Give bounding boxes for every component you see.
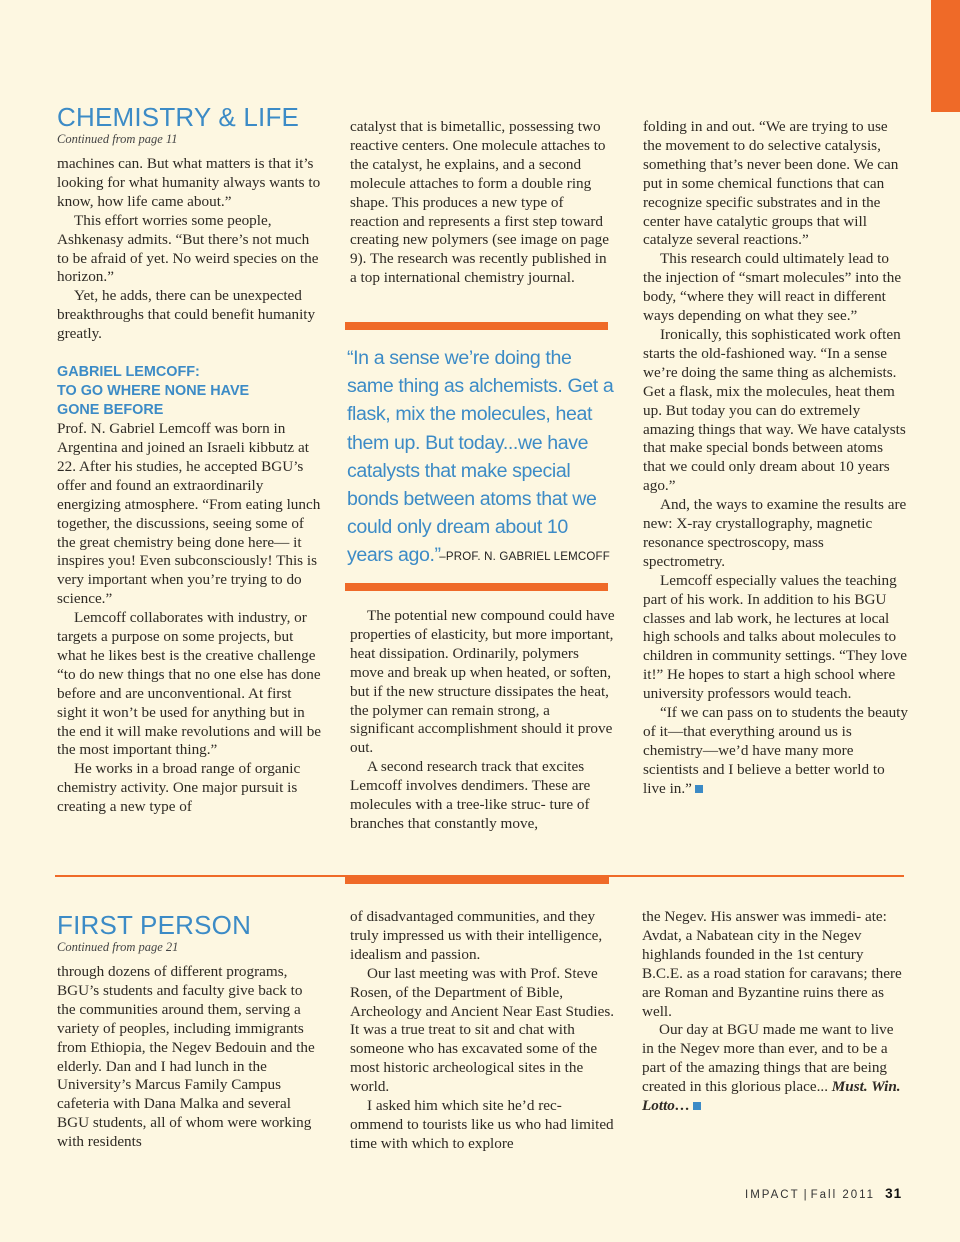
chemistry-continued-note: Continued from page 11 (57, 132, 178, 146)
subhead-line-1: GABRIEL LEMCOFF: (57, 364, 200, 381)
first-person-column-3 (642, 908, 908, 1116)
subhead-line-3: GONE BEFORE (57, 402, 164, 419)
lemcoff-subhead (57, 363, 323, 420)
first-person-col1-para: through dozens of different programs, BGU’s students and faculty give back to the communities around them, serving a variety of peoples, including immigrants from Ethiopia, the Negev Bedouin and the elderly. Dan and I had lunch in the University’s Marcus Family Campus cafeteria with Dana Malka and several BGU students, all of whom were working with residents (57, 963, 315, 1151)
chemistry-col2-para-1: catalyst that is bimetallic, possessing two reactive centers. One molecule attaches to the catalyst, he explains, and a second molecule attaches to form a double ring shape. This produces a new type of reaction and represents a first step toward creating new polymers (see image on page 9). The research was recently published in a top international chemistry journal. (350, 118, 609, 287)
chemistry-col1-para-4: Prof. N. Gabriel Lemcoff was born in Argentina and joined an Israeli kibbutz at 22. After his studies, he accepted BGU’s offer and found an extraordinarily energizing atmosphere. “From eating lunch together, the discussions, seeing some of the great chemistry being done here— it inspires you! Even subconsciously! This is very important when you’re trying to do science.” (57, 420, 321, 608)
chemistry-col3-para-1: folding in and out. “We are trying to use the movement to do selective catalysis, something that’s never been done. We can put in some chemical functions that can recognize specific substrates and in the center have catalytic groups that will catalyze several reactions.” (643, 118, 899, 249)
footer-separator: | (803, 1189, 807, 1201)
subhead-line-2: TO GO WHERE NONE HAVE (57, 383, 250, 400)
chemistry-col2-para-2: The potential new compound could have properties of elasticity, but more important, heat dissipation. Ordinarily, polymers move and break up when heated, or soften, but if the new structure dissipates the heat, the polymer can remain strong, a significant accomplishment should it prove out. (350, 607, 615, 757)
chemistry-column-3 (643, 118, 908, 799)
end-of-article-icon (693, 1102, 701, 1110)
chemistry-col1-para-6: He works in a broad range of organic chemistry activity. One major pursuit is creating a new type of (57, 760, 301, 816)
page-footer (745, 1186, 902, 1201)
first-person-section-title: FIRST PERSON (57, 910, 252, 940)
chemistry-col3-para-6 (643, 704, 908, 799)
end-of-article-icon (695, 785, 703, 793)
pull-quote-top-bar (345, 322, 608, 330)
chemistry-column-1 (57, 102, 323, 817)
chemistry-col3-para-5: Lemcoff especially values the teaching part of his work. In addition to his BGU classes and lab work, he lectures at local high schools and talks about molecules to children in community settings. “They love it!” He hopes to start a high school where university professors would teach. (643, 571, 908, 703)
section-divider-accent (345, 875, 609, 884)
chemistry-column-2-top (350, 118, 616, 288)
first-person-col3-para-2 (642, 1021, 908, 1116)
first-person-col2-para-2: Our last meeting was with Prof. Steve Rosen, of the Department of Bible, Archeology and Ancient Near East Studies. It was a true treat to sit and chat with someone who has excavated some of the most historic archeological sites in the world. (350, 964, 615, 1096)
chemistry-closing-text: “If we can pass on to students the beauty of it—that everything around us is chemistry—we’d have many more scientists and I believe a better world to live in.” (643, 704, 908, 797)
pull-quote-attribution: –PROF. N. GABRIEL LEMCOFF (439, 551, 610, 563)
first-person-column-1 (57, 910, 323, 1152)
chemistry-col2-para-3: A second research track that excites Lemcoff involves dendimers. These are molecules with a tree-like struc- ture of branches that constantly move, (350, 758, 591, 832)
footer-magazine-name: IMPACT (745, 1189, 800, 1201)
chemistry-column-2-bottom (350, 607, 616, 834)
first-person-closing-text: Our day at BGU made me want to live in the Negev more than ever, and to be a part of the amazing things that are being created in this glorious place... (642, 1021, 894, 1096)
first-person-signoff: Must. Win. Lotto… (642, 1078, 901, 1115)
footer-issue: Fall 2011 (810, 1189, 876, 1201)
chemistry-col3-para-3: Ironically, this sophisticated work often starts the old-fashioned way. “In a sense we’re doing the same thing as alchemists. Get a flask, mix the molecules, heat them up. But today you can do extremely amazing things that way. We have catalysts that make special bonds between atoms that we could only dream about 10 years ago.” (643, 325, 906, 495)
chemistry-col1-para-5: Lemcoff collaborates with industry, or targets a purpose on some projects, but what he likes best is the creative challenge “to do new things that no one else has done before and are unconventional. At first sight it won’t be used for anything but in the end it will make revolutions and will be the most important thing.” (57, 609, 322, 759)
chemistry-col3-para-2: This research could ultimately lead to the injection of “smart molecules” into the body, “where they will react in different ways depending on what they see.” (643, 250, 902, 325)
pull-quote: “In a sense we’re doing the same thing as alchemists. Get a flask, mix the molecules, heat them up. But today...we have catalysts that make special bonds between atoms that we could only dream about 10 years ago.” (347, 347, 614, 567)
chemistry-col1-para-2: This effort worries some people, Ashkenasy admits. “But there’s not much to be afraid of yet. No weird species on the horizon.” (57, 211, 319, 286)
first-person-col2-para-1: of disadvantaged communities, and they truly impressed us with their intelligence, idealism and passion. (350, 908, 603, 963)
first-person-col3-para-1: the Negev. His answer was immedi- ate: Avdat, a Nabatean city in the Negev highlands founded in the 1st century B.C.E. as a road station for caravans; there are Roman and Byzantine ruins there as well. (642, 908, 902, 1020)
pull-quote-bottom-bar (345, 583, 608, 591)
chemistry-col1-para-1: machines can. But what matters is that it’s looking for what humanity always wants to know, how life came about.” (57, 155, 321, 210)
first-person-continued-note: Continued from page 21 (57, 940, 179, 954)
first-person-col2-para-3: I asked him which site he’d rec- ommend to tourists like us who had limited time with which to explore (350, 1097, 614, 1152)
chemistry-col1-para-3: Yet, he adds, there can be unexpected breakthroughs that could benefit humanity greatly. (57, 287, 316, 343)
chemistry-section-title: CHEMISTRY & LIFE (57, 102, 300, 132)
chemistry-col3-para-4: And, the ways to examine the results are new: X-ray crystallography, magnetic resonance spectroscopy, mass spectrometry. (643, 496, 907, 570)
first-person-column-2 (350, 908, 616, 1154)
orange-corner-tab (931, 0, 960, 112)
page-number: 31 (885, 1186, 903, 1201)
